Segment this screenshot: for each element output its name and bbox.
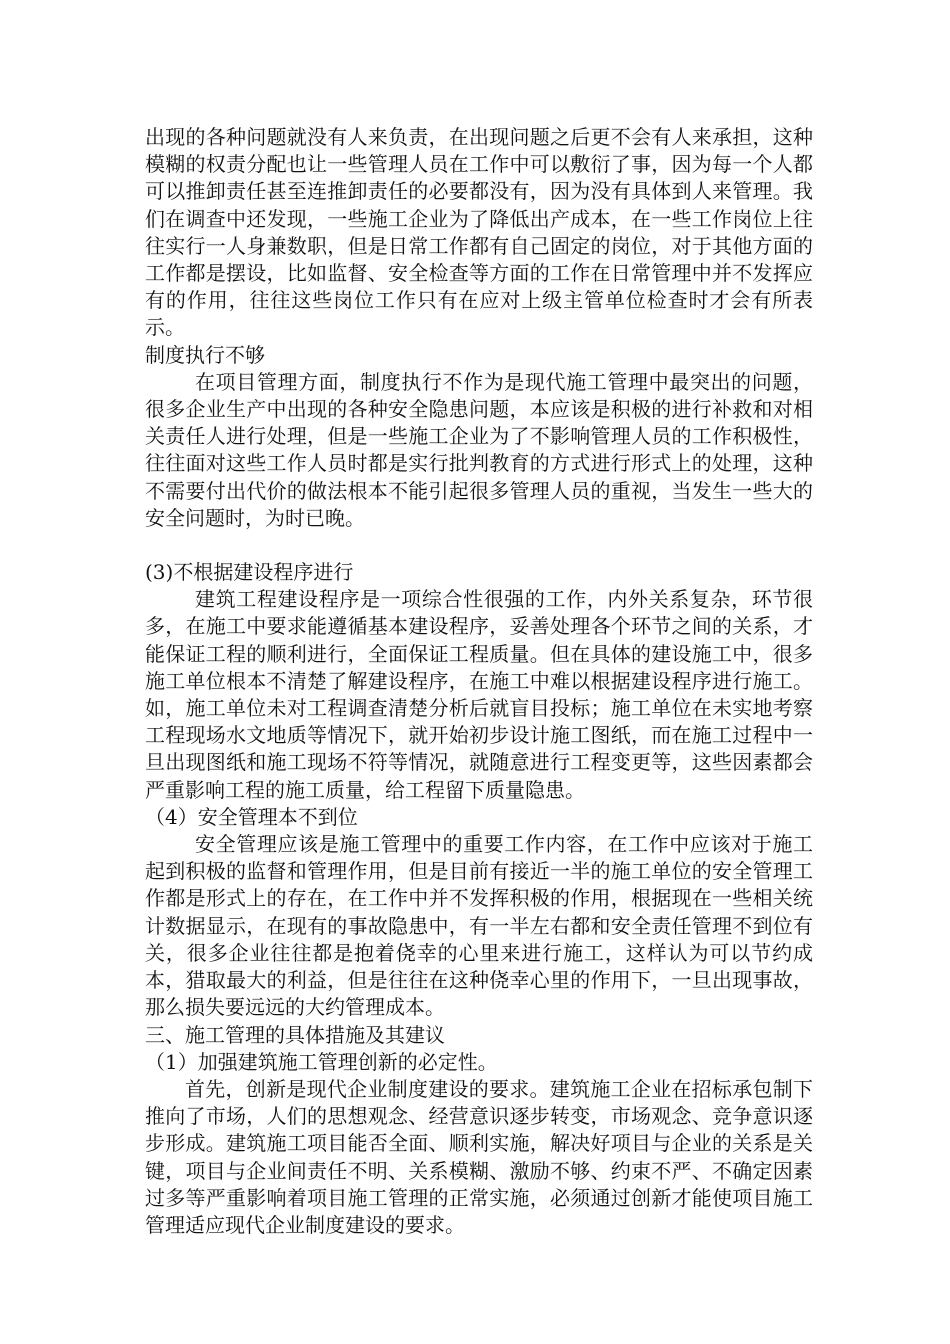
paragraph-system-execution: 在项目管理方面，制度执行不作为是现代施工管理中最突出的问题，很多企业生产中出现的各种安全隐患问题，本应该是积极的进行补救和对相关责任人进行处理，但是一些施工企业为了不影响管理人员的工作积极性，往往面对这些工作人员时都是实行批判教育的方式进行形式上的处理，这种不需要付出代价的做法根本不能引起很多管理人员的重视，当发生一些大的安全问题时，为时已晚。 [145, 369, 813, 530]
heading-innovation-necessity: （1）加强建筑施工管理创新的必定性。 [145, 1049, 498, 1074]
heading-section-three: 三、施工管理的具体措施及其建议 [145, 1022, 445, 1047]
paragraph-responsibility: 出现的各种问题就没有人来负责，在出现问题之后更不会有人来承担，这种模糊的权责分配也让一些管理人员在工作中可以敷衍了事，因为每一个人都可以推卸责任甚至连推卸责任的必要都没有，因为没有具体到人来管理。我们在调查中还发现，一些施工企业为了降低出产成本，在一些工作岗位上往往实行一人身兼数职，但是日常工作都有自己固定的岗位，对于其他方面的工作都是摆设，比如监督、安全检查等方面的工作在日常管理中并不发挥应有的作用，往往这些岗位工作只有在应对上级主管单位检查时才会有所表示。 [145, 125, 813, 340]
heading-system-execution: 制度执行不够 [145, 342, 265, 367]
paragraph-spacer [145, 532, 813, 559]
paragraph-safety-management: 安全管理应该是施工管理中的重要工作内容，在工作中应该对于施工起到积极的监督和管理作用，但是目前有接近一半的施工单位的安全管理工作都是形式上的存在，在工作中并不发挥积极的作用，根据现在一些相关统计数据显示，在现有的事故隐患中，有一半左右都和安全责任管理不到位有关，很多企业往往都是抱着侥幸的心里来进行施工，这样认为可以节约成本，猎取最大的利益，但是往往在这种侥幸心里的作用下，一旦出现事故，那么损失要远远的大约管理成本。 [145, 832, 813, 1020]
paragraph-innovation: 首先，创新是现代企业制度建设的要求。建筑施工企业在招标承包制下推向了市场，人们的思想观念、经营意识逐步转变，市场观念、竞争意识逐步形成。建筑施工项目能否全面、顺利实施，解决好项目与企业的关系是关键，项目与企业间责任不明、关系模糊、激励不够、约束不严、不确定因素过多等严重影响着项目施工管理的正常实施，必须通过创新才能使项目施工管理适应现代企业制度建设的要求。 [145, 1076, 813, 1237]
heading-safety-management: （4）安全管理本不到位 [145, 804, 358, 829]
document-body [145, 124, 813, 1239]
paragraph-construction-procedure: 建筑工程建设程序是一项综合性很强的工作，内外关系复杂，环节很多，在施工中要求能遵循基本建设程序，妥善处理各个环节之间的关系，才能保证工程的顺利进行，全面保证工程质量。但在具体的建设施工中，很多施工单位根本不清楚了解建设程序，在施工中难以根据建设程序进行施工。如，施工单位未对工程调查清楚分析后就盲目投标；施工单位在未实地考察工程现场水文地质等情况下，就开始初步设计施工图纸，而在施工过程中一旦出现图纸和施工现场不符等情况，就随意进行工程变更等，这些因素都会严重影响工程的施工质量，给工程留下质量隐患。 [145, 587, 813, 802]
heading-construction-procedure: (3)不根据建设程序进行 [145, 560, 354, 585]
